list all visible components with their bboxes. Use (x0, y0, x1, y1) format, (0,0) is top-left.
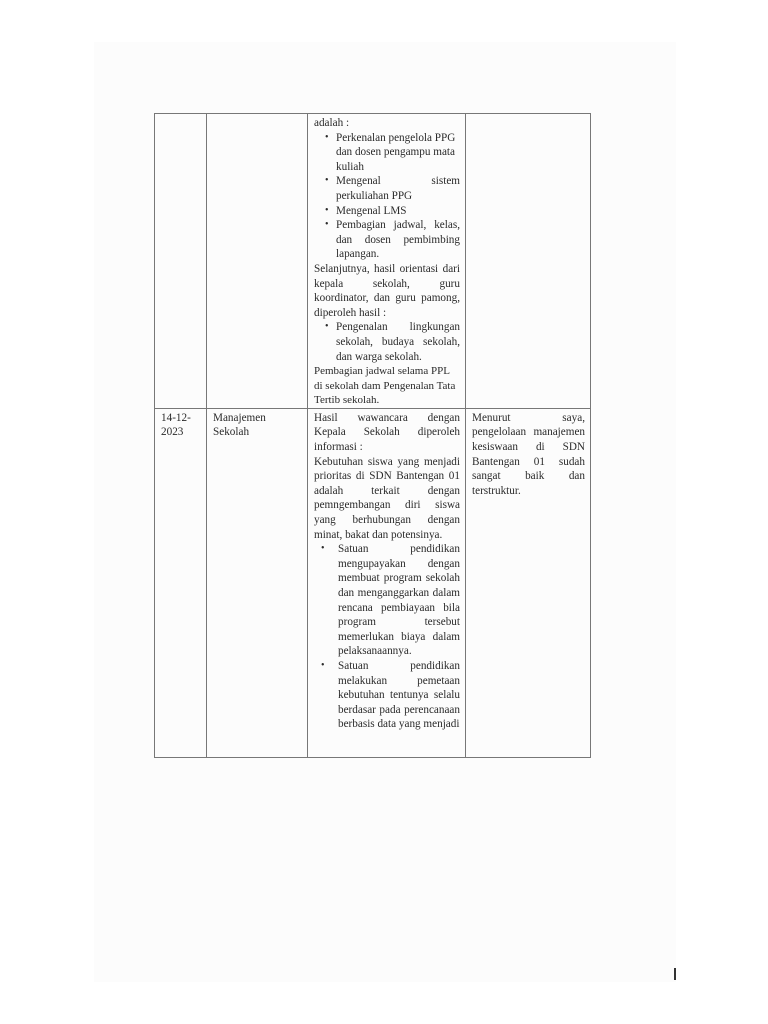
date-cell (155, 114, 207, 409)
list-item: • Mengenal LMS (336, 204, 460, 219)
result-cell (308, 114, 466, 409)
table-row (155, 408, 591, 757)
list-item: • Mengenal sistem perkuliahan PPG (336, 174, 460, 203)
activity-cell: Manajemen Sekolah (207, 408, 308, 757)
list-item: • Perkenalan pengelola PPG dan dosen pengampu mata kuliah (336, 131, 460, 175)
paragraph: Hasil wawancara dengan Kepala Sekolah diperoleh informasi : (314, 411, 460, 454)
orientation-list (314, 131, 460, 262)
reflection-cell: Menurut saya, pengelolaan manajemen kesiswaan di SDN Bantengan 01 sudah sangat baik dan terstruktur. (466, 408, 591, 757)
list-item: • Pembagian jadwal, kelas, dan dosen pembimbing lapangan. (336, 218, 460, 262)
scan-edge-mark (674, 968, 676, 980)
activity-log-table (154, 113, 591, 758)
school-orientation-list (314, 320, 460, 364)
list-item: • Satuan pendidikan melakukan pemetaan kebutuhan tentunya selalu berdasar pada perencanaan berbasis data yang menjadi (338, 659, 460, 732)
list-item: • Satuan pendidikan mengupayakan dengan membuat program sekolah dan menganggarkan dalam rencana pembiayaan bila program tersebut memerlukan biaya dalam pelaksanaannya. (338, 542, 460, 659)
intro-text: adalah : (314, 117, 350, 129)
result-cell (308, 408, 466, 757)
paragraph: Kebutuhan siswa yang menjadi prioritas di SDN Bantengan 01 adalah terkait dengan pemngembangan diri siswa yang berhubungan dengan minat, bakat dan potensinya. (314, 455, 460, 541)
paragraph: Pembagian jadwal selama PPL di sekolah dam Pengenalan Tata Tertib sekolah. (314, 365, 456, 407)
list-item: • Pengenalan lingkungan sekolah, budaya sekolah, dan warga sekolah. (336, 320, 460, 364)
table-row (155, 114, 591, 409)
date-cell: 14-12-2023 (155, 408, 207, 757)
activity-cell (207, 114, 308, 409)
paragraph: Selanjutnya, hasil orientasi dari kepala sekolah, guru koordinator, dan guru pamong, diperoleh hasil : (314, 262, 460, 319)
program-list (314, 542, 460, 732)
reflection-cell (466, 114, 591, 409)
